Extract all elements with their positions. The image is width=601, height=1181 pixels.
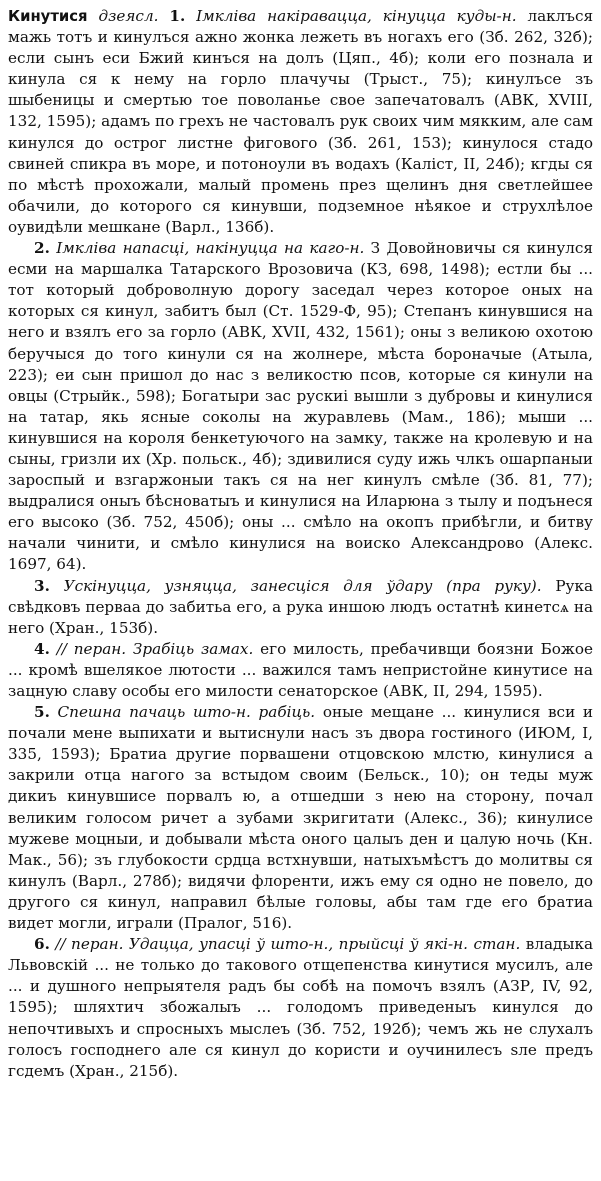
sense-citations: З Довойновичы ся кинулся есми на маршалка Татарского Врозовича (КЗ, 698, 1498); естли бы ... тот который доброволную дорогу заседал через которое оных на которых ся кинул, забитъ был (Ст. 1529-Ф, 95); Степанъ кинувшися на него и взялъ его за горло (АВК, XVII, 432, 1561); оны з великою охотою беручыся до того кинули ся на жолнере, мѣста бороначые (Атыла, 223); еи сын пришол до нас з великостю псов, которые ся кинули на овцы (Стрыйк., 598); Богатыри зас рускиі вышли з дубровы и кинулися на татар, якь ясные соколы на журавлевь (Мам., 186); мыши ... кинувшися на короля бенкетуючого на замку, также на кролевую и на сыны, гризли их (Хр. польск., 4б); здивилися суду ижь члкъ ошарпаныи зароспый и взгаржоныи такъ ся на нег кинулъ смѣле (Зб. 81, 77); выдралися оныъ бѣсноватыъ и кинулися на Иларюна з тылу и подънеся его высоко (Зб. 752, 450б); оны ... смѣло на окопъ прибѣгли, и битву начали чинити, и смѣло кинулися на воиско Александрово (Алекс. 1697, 64).	[8, 239, 594, 574]
sense-definition: // перан. Удацца, упасці ў што-н., прыйсці ў які-н. стан.	[55, 935, 521, 954]
headword: Кинутися	[8, 8, 88, 25]
sense-number: 3.	[34, 576, 50, 595]
sense-definition: Ускінуцца, узняцца, занесціся для ўдару (пра руку).	[63, 576, 542, 595]
sense-1	[8, 6, 593, 238]
sense-citations: его милость, пребачивщи боязни Божое ... кромѣ вшелякое лютости ... важился тамъ непристойне кинутисе на зацную славу особы его милости сенаторское (АВК, II, 294, 1595).	[8, 639, 593, 700]
sense-citations: оные мещане ... кинулися вси и почали мене выпихати и вытиснули насъ зъ двора гостиного (ИЮМ, I, 335, 1593); Братиа другие порвашени отцовскою млстю, кинулися а закрили отца нагого за встыдом своим (Бельск., 10); он теды муж дикиъ кинувшисе порвалъ ю, а отшедши з нею на сторону, почал великим голосом ричет а зубами зкригитати (Алекс., 36); кинулисе мужеве моцныи, и добывали мѣста оного цалыъ ден и цалую ночь (Кн. Мак., 56); зъ глубокости срдца встхнувши, натыхъмѣстъ до молитвы ся кинулъ (Варл., 278б); видячи флоренти, ижъ ему ся одно не повело, до другого ся кинул, направил бѣлые головы, абы там где его братиа видет могли, играли (Пралог, 516).	[8, 703, 593, 933]
sense-definition: Імкліва накіравацца, кінуцца куды-н.	[196, 7, 517, 25]
sense-5	[8, 702, 593, 934]
sense-citations: владыка Львовскій ... не только до такового отщепенства кинутися мусилъ, але ... и душного непрыятеля радъ бы собѣ на помочъ взялъ (АЗР, IV, 92, 1595); шляхтич збожалыъ ... голодомъ приведеныъ кинулся до непочтивыхъ и спросныхъ мыслеъ (Зб. 752, 192б); чемъ жь не слухалъ голосъ господнего але ся кинул до користи и оучинилесъ sле предъ гсдемъ (Хран., 215б).	[8, 935, 594, 1080]
sense-number: 1.	[169, 7, 186, 25]
dictionary-page	[8, 0, 593, 1082]
sense-definition: Імкліва напасці, накінуцца на каго-н.	[56, 239, 365, 258]
sense-3	[8, 576, 593, 639]
sense-citations: лаклъся мажь тотъ и кинулъся ажно жонка лежеть въ ногахъ его (Зб. 262, 32б); если сынъ еси Бжий кинъся на долъ (Цяп., 4б); коли его познала и кинула ся к нему на горло плачучы (Трыст., 75); кинулъсе зъ шыбеницы и смертью тое поволанье свое запечатовалъ (АВК, XVIII, 132, 1595); адамъ по грехъ не частовалъ рук своих чим мякким, але сам кинулся до острог листне фигового (Зб. 261, 153); кинулося стадо свиней спикра въ море, и потоноули въ водахъ (Каліст, II, 24б); кгды ся по мѣстѣ прохожали, малый промень през щелинъ дня светлейшее обачили, до которого ся кинувши, подземное нѣякое и струхлѣлое оувидѣли мешкане (Варл., 136б).	[8, 7, 594, 236]
sense-number: 4.	[34, 639, 50, 658]
sense-number: 5.	[34, 703, 50, 722]
sense-2	[8, 238, 593, 576]
sense-number: 6.	[34, 935, 50, 954]
sense-4	[8, 639, 593, 702]
sense-definition: // перан. Зрабіць замах.	[56, 639, 254, 658]
sense-citations: Рука свѣдковъ перваа до забитьа его, а рука иншою людъ остатнѣ кинетсѧ на него (Хран., 153б).	[8, 576, 594, 637]
grammar-label: дзеясл.	[98, 7, 159, 25]
sense-definition: Спешна пачаць што-н. рабіць.	[57, 703, 316, 722]
sense-number: 2.	[34, 239, 50, 258]
sense-6	[8, 934, 593, 1082]
